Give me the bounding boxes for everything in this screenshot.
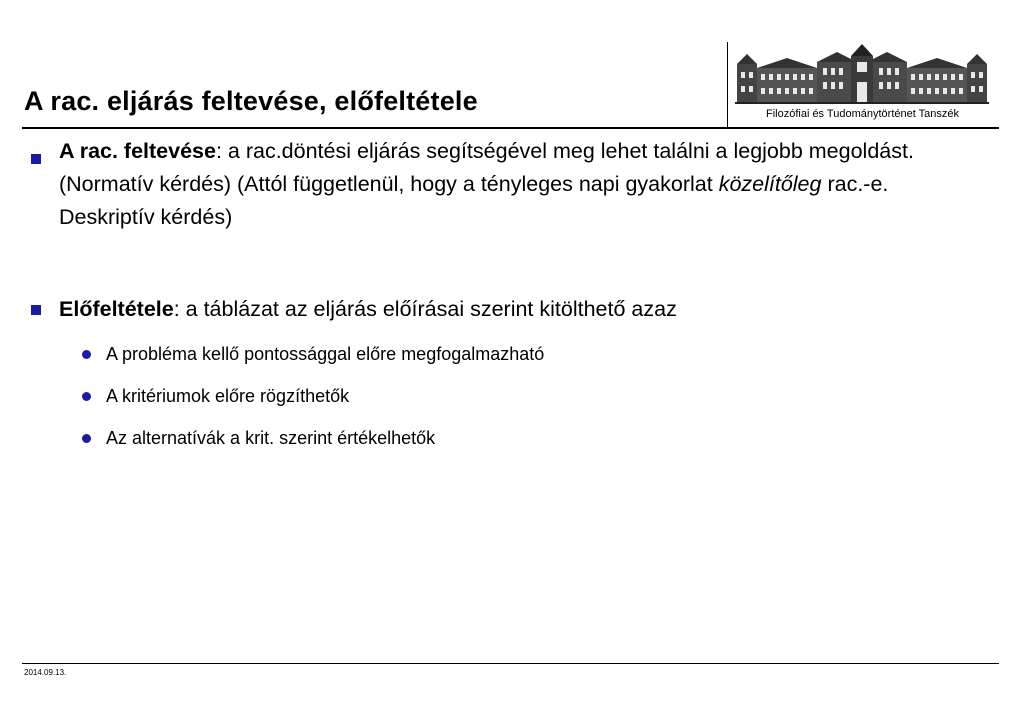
sub-item-2: A kritériumok előre rögzíthetők	[106, 386, 350, 406]
bullet-1-tail: rac.-e. Deskriptív kérdés)	[59, 172, 889, 229]
bullet-1-text	[59, 135, 979, 234]
bullet-marker-2	[31, 305, 41, 315]
sub-bullet-marker-2	[82, 392, 91, 401]
header-logo-block	[727, 42, 998, 127]
page-title: A rac. eljárás feltevése, előfeltétele	[24, 86, 478, 116]
sub-item-3: Az alternatívák a krit. szerint értékelhetők	[106, 428, 436, 448]
university-building-icon	[733, 42, 991, 106]
bullet-2-body: : a táblázat az eljárás előírásai szerint kitölthető azaz	[173, 297, 677, 321]
sub-bullet-marker-3	[82, 434, 91, 443]
title-divider	[22, 127, 999, 129]
bullet-1-body: : a rac.döntési eljárás segítségével meg lehet találni a legjobb megoldást. (Normatív kérdés) (Attól függetlenül, hogy a tényleges napi gyakorlat	[59, 139, 914, 196]
bullet-marker-1	[31, 154, 41, 164]
bullet-1-italic: közelítőleg	[718, 172, 822, 196]
sub-item-1: A probléma kellő pontossággal előre megfogalmazható	[106, 344, 545, 364]
bullet-2-bold: Előfeltétele	[59, 297, 174, 321]
bullet-2-text	[59, 293, 979, 326]
footer-divider	[22, 663, 999, 664]
bullet-1-bold: A rac. feltevése	[59, 139, 216, 163]
footer-date: 2014.09.13.	[24, 668, 67, 677]
sub-bullet-marker-1	[82, 350, 91, 359]
department-name: Filozófiai és Tudománytörténet Tanszék	[765, 108, 959, 120]
